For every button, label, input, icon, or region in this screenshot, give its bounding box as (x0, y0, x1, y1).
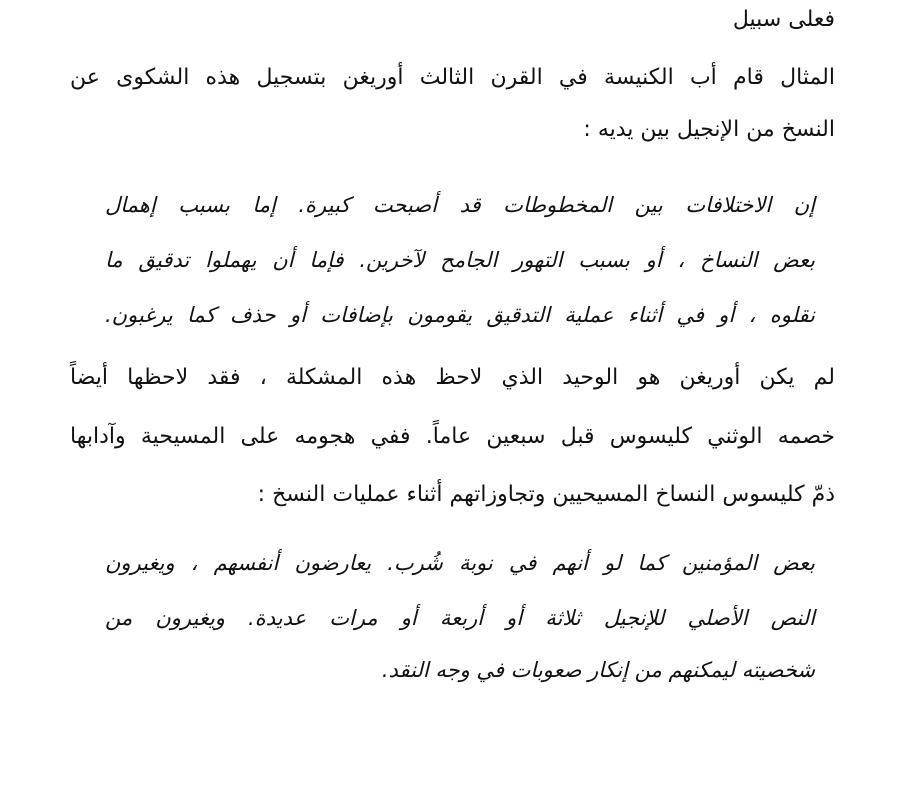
intro-line-2: المثال قام أب الكنيسة في القرن الثالث أوريغن بتسجيل هذه الشكوى عن (70, 65, 835, 90)
quote2-line-1: بعض المؤمنين كما لو أنهم في نوبة شُرب. يعارضون أنفسهم ، ويغيرون (105, 551, 815, 575)
intro-line-1: فعلى سبيل (732, 7, 835, 32)
intro-line-3: النسخ من الإنجيل بين يديه : (583, 117, 835, 142)
quote2-line-3: شخصيته ليمكنهم من إنكار صعوبات في وجه النقد. (381, 658, 815, 682)
quote2-line-2: النص الأصلي للإنجيل ثلاثة أو أربعة أو مرات عديدة. ويغيرون من (105, 606, 815, 630)
quote1-line-1: إن الاختلافات بين المخطوطات قد أصبحت كبيرة. إما بسبب إهمال (105, 193, 815, 217)
paragraph2-line-3: ذمّ كليسوس النساخ المسيحيين وتجاوزاتهم أثناء عمليات النسخ : (257, 482, 835, 507)
paragraph2-line-1: لم يكن أوريغن هو الوحيد الذي لاحظ هذه المشكلة ، فقد لاحظها أيضاً (70, 365, 835, 390)
paragraph2-line-2: خصمه الوثني كليسوس قبل سبعين عاماً. ففي هجومه على المسيحية وآدابها (70, 424, 835, 449)
quote1-line-3: نقلوه ، أو في أثناء عملية التدقيق يقومون بإضافات أو حذف كما يرغبون. (105, 303, 815, 327)
quote1-line-2: بعض النساخ ، أو بسبب التهور الجامح لآخرين. فإما أن يهملوا تدقيق ما (105, 248, 815, 272)
